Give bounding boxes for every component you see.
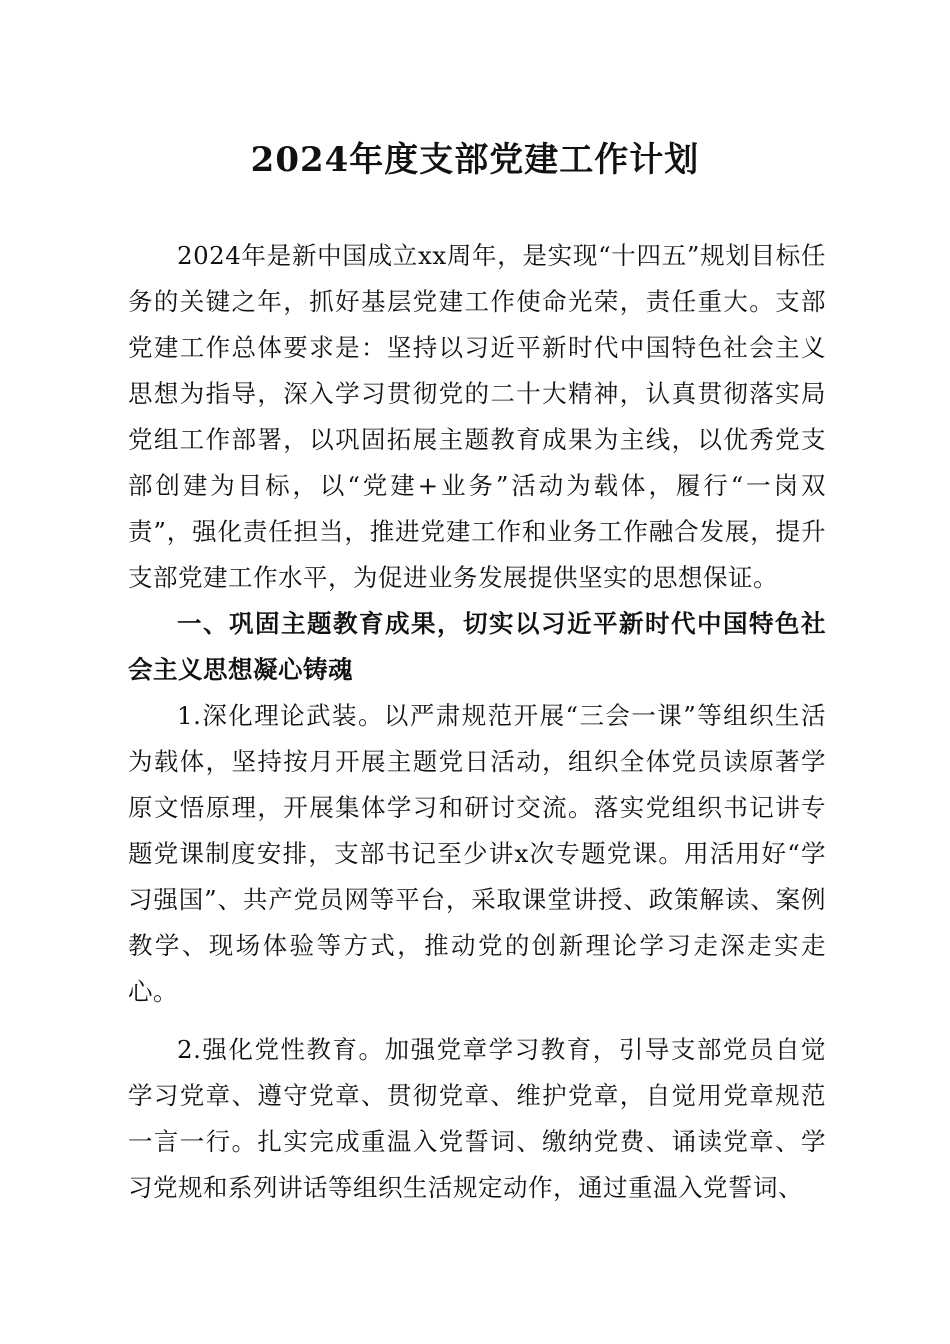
item-1-paragraph: 1.深化理论武装。以严肃规范开展“三会一课”等组织生活为载体，坚持按月开展主题党日活动，组织全体党员读原著学原文悟原理，开展集体学习和研讨交流。落实党组织书记讲专题党课制度安排，支部书记至少讲x次专题党课。用活用好“学习强国”、共产党员网等平台，采取课堂讲授、政策解读、案例教学、现场体验等方式，推动党的创新理论学习走深走实走心。 (128, 701, 826, 1006)
intro-paragraph: 2024年是新中国成立xx周年，是实现“十四五”规划目标任务的关键之年，抓好基层党建工作使命光荣，责任重大。支部党建工作总体要求是：坚持以习近平新时代中国特色社会主义思想为指导，深入学习贯彻党的二十大精神，认真贯彻落实局党组工作部署，以巩固拓展主题教育成果为主线，以优秀党支部创建为目标，以“党建+业务”活动为载体，履行“一岗双责”，强化责任担当，推进党建工作和业务工作融合发展，提升支部党建工作水平，为促进业务发展提供坚实的思想保证。 (128, 241, 826, 592)
item-2-paragraph: 2.强化党性教育。加强党章学习教育，引导支部党员自觉学习党章、遵守党章、贯彻党章、维护党章，自觉用党章规范一言一行。扎实完成重温入党誓词、缴纳党费、诵读党章、学习党规和系列讲话等组织生活规定动作，通过重温入党誓词、 (128, 1035, 826, 1202)
document-body (128, 233, 826, 1211)
paragraph-gap (128, 1015, 826, 1027)
document-title: 2024年度支部党建工作计划 (250, 140, 700, 180)
section-1-heading: 一、巩固主题教育成果，切实以习近平新时代中国特色社会主义思想凝心铸魂 (128, 609, 826, 684)
